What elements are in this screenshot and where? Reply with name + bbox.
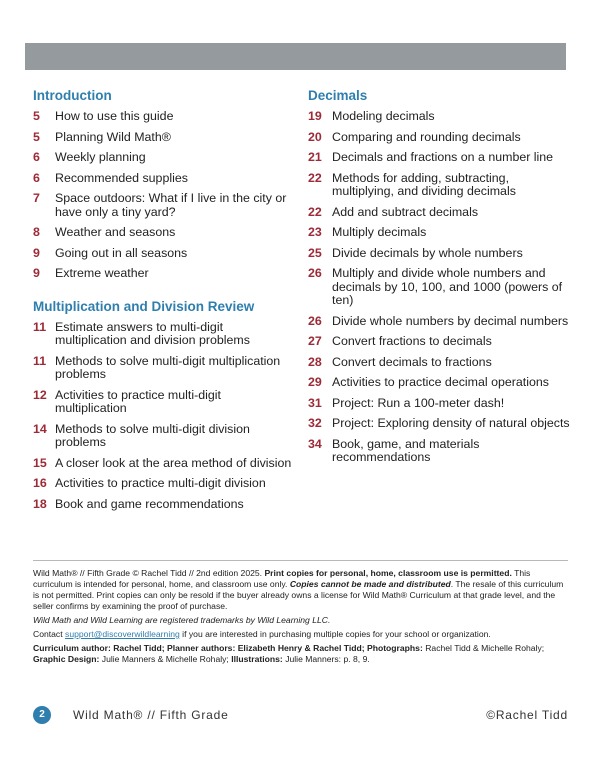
toc-entry-title: Multiply decimals: [332, 225, 427, 239]
toc-page-number: 12: [33, 387, 47, 402]
toc-entry-title: Methods for adding, subtracting, multiplying, and dividing decimals: [332, 170, 516, 198]
toc-page-number: 22: [308, 204, 322, 219]
toc-entry: [308, 376, 570, 390]
section-title: Introduction: [33, 88, 112, 103]
toc-entry: [33, 457, 293, 471]
toc-entry-title: Methods to solve multi-digit division problems: [55, 421, 250, 449]
toc-entry: [308, 247, 570, 261]
toc-page-number: 16: [33, 476, 47, 490]
toc-page-number: 26: [308, 313, 322, 328]
toc-page-number: 8: [33, 225, 40, 239]
toc-entry: [308, 226, 570, 240]
toc-page-number: 6: [33, 170, 40, 185]
toc-entry-title: Planning Wild Math®: [55, 129, 171, 144]
toc-entry-title: Methods to solve multi-digit multiplication problems: [55, 353, 281, 381]
page-number-badge: 2: [33, 706, 51, 724]
toc-page-number: 32: [308, 416, 322, 430]
toc-entry: [308, 206, 570, 220]
toc-page-number: 9: [33, 266, 40, 280]
toc-entry: [308, 151, 570, 165]
toc-entry: [33, 267, 293, 281]
contact-notice: Contact support@discoverwildlearning if you are interested in purchasing multiple copies for your school or organization.: [33, 629, 491, 639]
toc-entry-title: Going out in all seasons: [55, 245, 188, 260]
toc-entry: [308, 110, 570, 124]
toc-entry: [33, 498, 293, 512]
toc-column-right: [308, 88, 570, 472]
toc-page-number: 11: [33, 353, 47, 368]
legal-notice: [33, 568, 568, 668]
toc-entry-title: Project: Exploring density of natural objects: [332, 416, 570, 430]
toc-page-number: 28: [308, 354, 322, 369]
toc-entry-title: Estimate answers to multi-digit multiplication and division problems: [55, 319, 250, 347]
toc-entry: [33, 110, 293, 124]
toc-page-number: 20: [308, 129, 322, 144]
toc-entry-title: Modeling decimals: [332, 109, 435, 123]
toc-entry-title: How to use this guide: [55, 109, 174, 123]
toc-entry-title: Recommended supplies: [55, 170, 188, 185]
toc-entry-title: Weather and seasons: [55, 225, 176, 239]
toc-entry: [308, 315, 570, 329]
divider: [33, 560, 568, 561]
toc-entry-title: Divide whole numbers by decimal numbers: [332, 313, 569, 328]
toc-page-number: 11: [33, 319, 47, 334]
toc-entry: [308, 417, 570, 431]
toc-entry: [33, 389, 293, 416]
toc-entry: [308, 356, 570, 370]
support-email-link[interactable]: support@discoverwildlearning: [65, 629, 180, 639]
toc-page-number: 5: [33, 109, 40, 123]
copyright-notice: Wild Math® // Fifth Grade © Rachel Tidd // 2nd edition 2025. Print copies for personal, home, classroom use is permitted. This curriculum is intended for personal, home, and classroom use only. Copies cannot be made and distributed. The resale of this curriculum is not permitted. Print copies can only be resold if the buyer already owns a license for Wild Math® Curriculum at that grade level, and the seller confirms by examining the proof of purchase.: [33, 568, 564, 611]
toc-page-number: 27: [308, 334, 322, 348]
toc-entry-title: Add and subtract decimals: [332, 204, 479, 219]
toc-entry-title: Convert fractions to decimals: [332, 334, 492, 348]
toc-page-number: 21: [308, 150, 322, 164]
toc-entry-title: Activities to practice multi-digit multiplication: [55, 387, 221, 415]
toc-page-number: 18: [33, 496, 47, 511]
toc-entry-title: Activities to practice decimal operations: [332, 375, 549, 389]
toc-page-number: 31: [308, 395, 322, 410]
toc-page-number: 22: [308, 170, 322, 185]
toc-entry: [33, 477, 293, 491]
toc-page-number: 29: [308, 375, 322, 389]
toc-page-number: 26: [308, 266, 322, 280]
toc-entry: [33, 247, 293, 261]
toc-entry: [33, 321, 293, 348]
toc-entry: [308, 335, 570, 349]
section-title: Multiplication and Division Review: [33, 298, 255, 314]
toc-entry-title: A closer look at the area method of division: [55, 455, 292, 470]
footer-title: Wild Math® // Fifth Grade: [73, 708, 229, 722]
toc-page-number: 7: [33, 191, 40, 205]
toc-page-number: 25: [308, 245, 322, 260]
toc-entry: [33, 226, 293, 240]
toc-entry: [33, 423, 293, 450]
toc-page-number: 15: [33, 455, 47, 470]
toc-entry-title: Comparing and rounding decimals: [332, 129, 521, 144]
toc-entry-title: Space outdoors: What if I live in the city or have only a tiny yard?: [55, 191, 287, 219]
toc-entry-title: Extreme weather: [55, 266, 149, 280]
toc-entry: [308, 397, 570, 411]
footer-copyright: ©Rachel Tidd: [486, 708, 568, 722]
toc-entry-title: Convert decimals to fractions: [332, 354, 492, 369]
credits: Curriculum author: Rachel Tidd; Planner authors: Elizabeth Henry & Rachel Tidd; Photographs: Rachel Tidd & Michelle Rohaly; Graphic Design: Julie Manners & Michelle Rohaly; Illustrations: Julie Manners: p. 8, 9.: [33, 643, 545, 664]
toc-entry: [33, 355, 293, 382]
page-footer: [33, 705, 568, 725]
toc-entry-title: Book, game, and materials recommendations: [332, 436, 480, 464]
toc-entry: [308, 131, 570, 145]
toc-entry-title: Book and game recommendations: [55, 496, 244, 511]
toc-page-number: 19: [308, 109, 322, 123]
toc-entry: [308, 172, 570, 199]
header-band: [25, 43, 566, 70]
trademark-notice: Wild Math and Wild Learning are registered trademarks by Wild Learning LLC.: [33, 615, 331, 625]
toc-entry: [308, 267, 570, 308]
toc-entry-title: Weekly planning: [55, 150, 146, 164]
toc-entry-title: Divide decimals by whole numbers: [332, 245, 523, 260]
toc-page-number: 14: [33, 421, 47, 436]
toc-page-number: 23: [308, 225, 322, 239]
toc-entry-title: Decimals and fractions on a number line: [332, 150, 554, 164]
toc-page-number: 6: [33, 150, 40, 164]
toc-entry: [33, 192, 293, 219]
toc-entry: [33, 151, 293, 165]
toc-entry: [33, 172, 293, 186]
toc-entry-title: Project: Run a 100-meter dash!: [332, 395, 505, 410]
toc-entry: [33, 131, 293, 145]
toc-column-left: [33, 88, 293, 518]
toc-entry: [308, 438, 570, 465]
toc-entry-title: Multiply and divide whole numbers and decimals by 10, 100, and 1000 (powers of ten): [332, 266, 563, 307]
section-title: Decimals: [308, 88, 368, 103]
toc-entry-title: Activities to practice multi-digit division: [55, 476, 266, 490]
toc-page-number: 5: [33, 129, 40, 144]
toc-page-number: 34: [308, 436, 322, 451]
toc-page-number: 9: [33, 245, 40, 260]
